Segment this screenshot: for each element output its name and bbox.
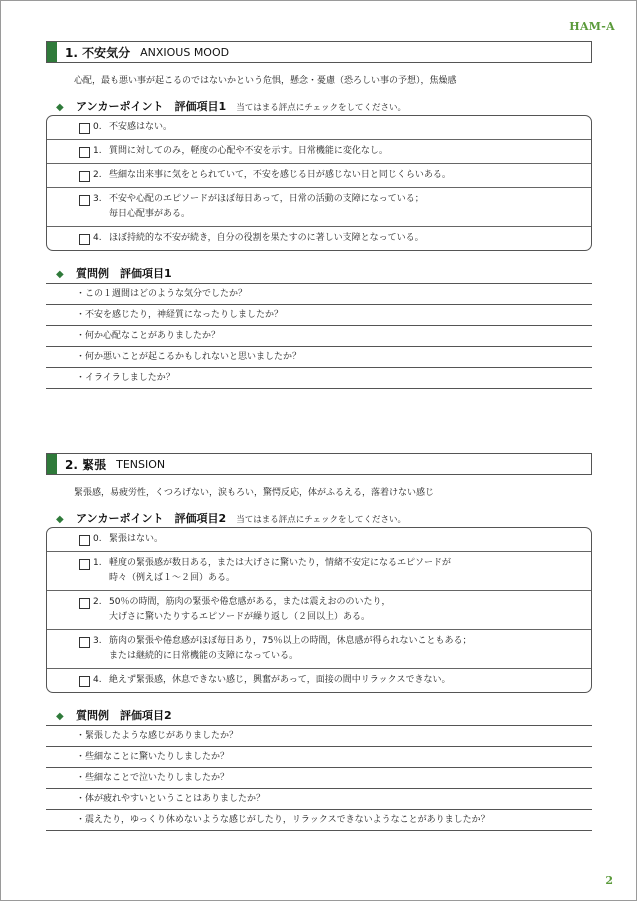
anchor-point-note: 当てはまる評点にチェックをしてください。 <box>236 103 406 113</box>
score-checkbox[interactable] <box>79 676 90 687</box>
document-tag: HAM-A <box>569 20 615 33</box>
section-heading-bar <box>47 42 57 62</box>
score-checkbox[interactable] <box>79 535 90 546</box>
anchor-point-row[interactable] <box>47 226 591 250</box>
question-item: ・何か悪いことが起こるかもしれないと思いましたか？ <box>46 347 592 368</box>
anchor-point-title: アンカーポイント 評価項目2 <box>76 512 227 525</box>
section-heading <box>46 453 592 475</box>
section-title: 1. 不安気分 <box>65 45 131 60</box>
score-description <box>109 532 591 547</box>
question-item: ・イライラしましたか？ <box>46 368 592 389</box>
score-description <box>109 673 591 688</box>
anchor-point-row[interactable] <box>47 551 591 590</box>
score-code: 3. <box>93 636 102 646</box>
section-description: 心配，最も悪い事が起こるのではないかという危惧，懸念・憂慮（恐ろしい事の予想），焦燥感 <box>74 76 457 86</box>
anchor-point-heading <box>46 98 592 114</box>
section-english-title: ANXIOUS MOOD <box>140 45 230 59</box>
score-description-line: 些細な出来事に気をとられていて，不安を感じる日が感じない日と同じくらいある。 <box>109 170 451 180</box>
score-description-line: 不安感はない。 <box>109 122 173 132</box>
question-item: ・震えたり，ゆっくり休めないような感じがしたり，リラックスできないようなことがありましたか？ <box>46 810 592 831</box>
score-description <box>109 168 591 183</box>
page-number: 2 <box>605 874 613 887</box>
score-code: 4. <box>93 675 102 685</box>
score-description-line: 軽度の緊張感が数日ある，または大げさに驚いたり，情緒不安定になるエピソードが <box>109 558 452 568</box>
section-description: 緊張感，易疲労性，くつろげない，涙もろい，驚愕反応，体がふるえる，落着けない感じ <box>74 488 435 498</box>
score-description-line: 大げさに驚いたりするエピソードが繰り返し（２回以上）ある。 <box>109 612 371 622</box>
anchor-point-row[interactable] <box>47 163 591 187</box>
section-title: 2. 緊張 <box>65 457 107 472</box>
score-description-line: 筋肉の緊張や倦怠感がほぼ毎日あり，75％以上の時間，休息感が得られないこともある； <box>109 636 472 646</box>
question-item: ・この１週間はどのような気分でしたか？ <box>46 284 592 305</box>
score-description <box>109 192 591 222</box>
score-checkbox[interactable] <box>79 559 90 570</box>
score-description-line: 不安や心配のエピソードがほぼ毎日あって，日常の活動の支障になっている； <box>109 194 424 204</box>
question-item: ・些細なことに驚いたりしましたか？ <box>46 747 592 768</box>
anchor-point-note: 当てはまる評点にチェックをしてください。 <box>236 515 406 525</box>
diamond-bullet-icon: ◆ <box>56 269 64 280</box>
anchor-point-box <box>46 115 592 251</box>
question-item: ・不安を感じたり，神経質になったりしましたか？ <box>46 305 592 326</box>
score-description <box>109 556 591 586</box>
score-description-line: 絶えず緊張感，休息できない感じ，興奮があって，面接の間中リラックスできない。 <box>109 675 451 685</box>
anchor-point-row[interactable] <box>47 187 591 226</box>
score-description <box>109 595 591 625</box>
score-checkbox[interactable] <box>79 195 90 206</box>
question-item: ・体が疲れやすいということはありましたか？ <box>46 789 592 810</box>
question-examples-title: 質問例 評価項目1 <box>76 267 172 280</box>
score-checkbox[interactable] <box>79 234 90 245</box>
score-description-line: 緊張はない。 <box>109 534 164 544</box>
score-description-line: 質問に対してのみ，軽度の心配や不安を示す。日常機能に変化なし。 <box>109 146 388 156</box>
anchor-point-row[interactable] <box>47 116 591 139</box>
anchor-point-row[interactable] <box>47 668 591 692</box>
score-description-line: ほぼ持続的な不安が続き，自分の役割を果たすのに著しい支障となっている。 <box>109 233 424 243</box>
question-item: ・些細なことで泣いたりしましたか？ <box>46 768 592 789</box>
score-description <box>109 634 591 664</box>
anchor-point-title: アンカーポイント 評価項目1 <box>76 100 227 113</box>
score-description <box>109 231 591 246</box>
anchor-point-heading <box>46 510 592 526</box>
question-item: ・何か心配なことがありましたか？ <box>46 326 592 347</box>
score-code: 0. <box>93 534 102 544</box>
section-heading <box>46 41 592 63</box>
score-code: 2. <box>93 597 102 607</box>
score-code: 1. <box>93 558 102 568</box>
anchor-point-row[interactable] <box>47 590 591 629</box>
score-code: 1. <box>93 146 102 156</box>
anchor-point-row[interactable] <box>47 139 591 163</box>
score-description-line: 毎日心配事がある。 <box>109 209 191 219</box>
diamond-bullet-icon: ◆ <box>56 102 64 113</box>
question-examples-heading <box>46 265 592 281</box>
section-heading-bar <box>47 454 57 474</box>
question-list <box>46 283 592 389</box>
score-checkbox[interactable] <box>79 123 90 134</box>
score-description <box>109 120 591 135</box>
anchor-point-row[interactable] <box>47 629 591 668</box>
score-description-line: または継続的に日常機能の支障になっている。 <box>109 651 299 661</box>
question-examples-title: 質問例 評価項目2 <box>76 709 172 722</box>
score-checkbox[interactable] <box>79 637 90 648</box>
score-description <box>109 144 591 159</box>
diamond-bullet-icon: ◆ <box>56 514 64 525</box>
question-item: ・緊張したような感じがありましたか？ <box>46 726 592 747</box>
score-checkbox[interactable] <box>79 598 90 609</box>
section-english-title: TENSION <box>116 457 166 471</box>
anchor-point-box <box>46 527 592 693</box>
score-code: 4. <box>93 233 102 243</box>
score-checkbox[interactable] <box>79 147 90 158</box>
diamond-bullet-icon: ◆ <box>56 711 64 722</box>
score-description-line: 50％の時間，筋肉の緊張や倦怠感がある，または震えおののいたり， <box>109 597 391 607</box>
score-code: 3. <box>93 194 102 204</box>
score-code: 2. <box>93 170 102 180</box>
question-examples-heading <box>46 707 592 723</box>
score-description-line: 時々（例えば１～２回）ある。 <box>109 573 236 583</box>
score-checkbox[interactable] <box>79 171 90 182</box>
question-list <box>46 725 592 831</box>
section-tension <box>46 453 592 831</box>
score-code: 0. <box>93 122 102 132</box>
anchor-point-row[interactable] <box>47 528 591 551</box>
section-anxious-mood <box>46 41 592 389</box>
